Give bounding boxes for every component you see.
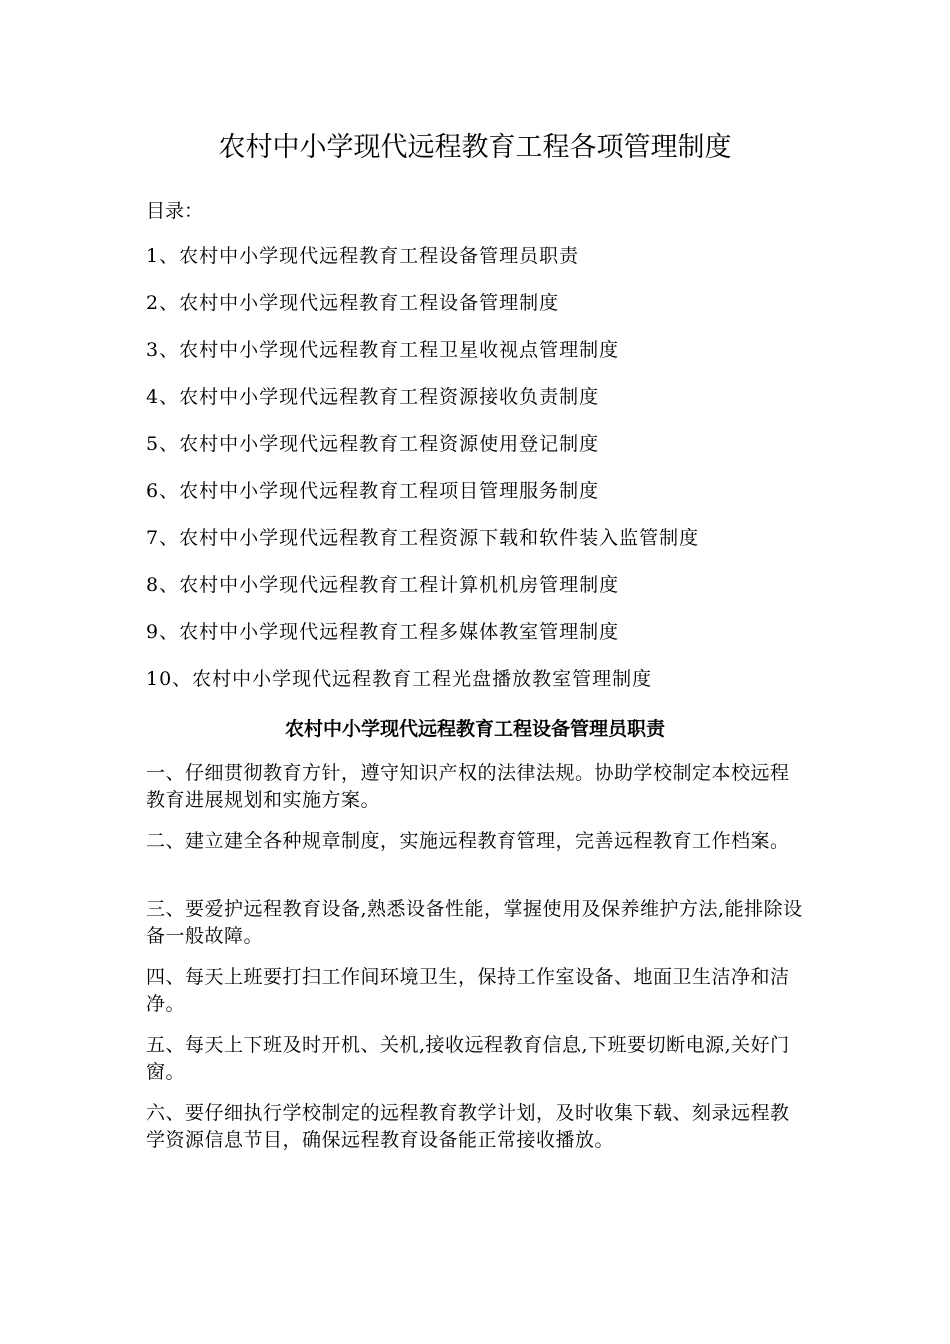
paragraph-4: 四、每天上班要打扫工作间环境卫生，保持工作室设备、地面卫生洁净和洁净。: [146, 966, 790, 1015]
toc-item-5: 5、农村中小学现代远程教育工程资源使用登记制度: [146, 433, 600, 455]
section-title: 农村中小学现代远程教育工程设备管理员职责: [284, 718, 665, 740]
paragraph-3: 三、要爱护远程教育设备,熟悉设备性能，掌握使用及保养维护方法,能排除设备一般故障。: [146, 898, 803, 947]
toc-item-8: 8、农村中小学现代远程教育工程计算机机房管理制度: [146, 574, 620, 596]
document-title: 农村中小学现代远程教育工程各项管理制度: [218, 132, 732, 163]
toc-item-7: 7、农村中小学现代远程教育工程资源下载和软件装入监管制度: [146, 527, 700, 549]
toc-item-10: 10、农村中小学现代远程教育工程光盘播放教室管理制度: [146, 668, 653, 690]
paragraph-5: 五、每天上下班及时开机、关机,接收远程教育信息,下班要切断电源,关好门窗。: [146, 1034, 790, 1083]
toc-item-6: 6、农村中小学现代远程教育工程项目管理服务制度: [146, 480, 600, 502]
duty-paragraphs: [146, 760, 806, 1168]
toc-list: [146, 240, 699, 710]
toc-item-1: 1、农村中小学现代远程教育工程设备管理员职责: [146, 245, 580, 267]
toc-item-4: 4、农村中小学现代远程教育工程资源接收负责制度: [146, 386, 600, 408]
toc-item-9: 9、农村中小学现代远程教育工程多媒体教室管理制度: [146, 621, 620, 643]
toc-item-3: 3、农村中小学现代远程教育工程卫星收视点管理制度: [146, 339, 620, 361]
paragraph-6: 六、要仔细执行学校制定的远程教育教学计划，及时收集下载、刻录远程教学资源信息节目，确保远程教育设备能正常接收播放。: [146, 1102, 790, 1151]
toc-item-2: 2、农村中小学现代远程教育工程设备管理制度: [146, 292, 560, 314]
paragraph-2: 二、建立建全各种规章制度，实施远程教育管理，完善远程教育工作档案。: [146, 830, 790, 852]
paragraph-1: 一、仔细贯彻教育方针，遵守知识产权的法律法规。协助学校制定本校远程教育进展规划和实施方案。: [146, 762, 790, 811]
toc-label: 目录：: [146, 200, 204, 222]
